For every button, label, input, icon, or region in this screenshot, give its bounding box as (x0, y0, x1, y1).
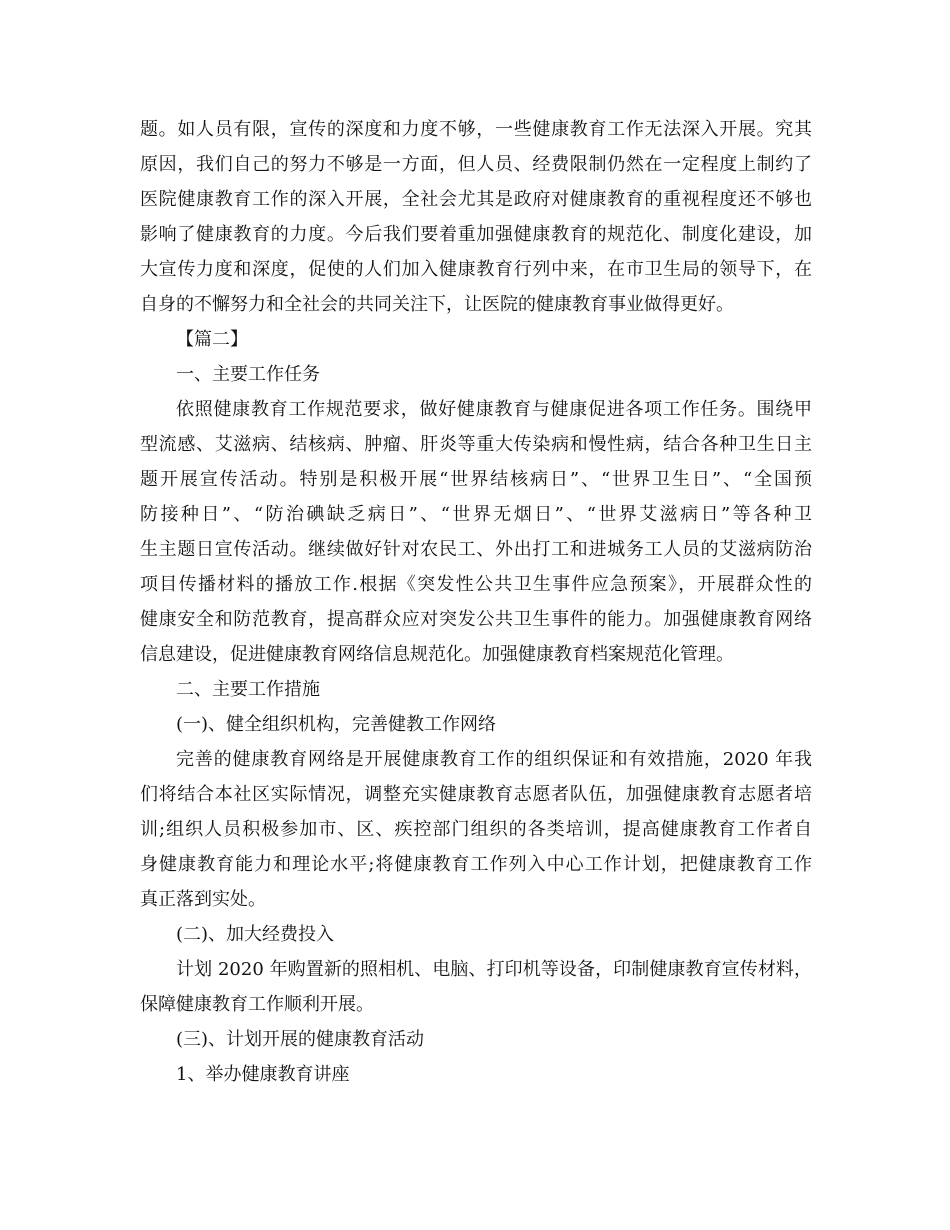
section-heading: 一、主要工作任务 (176, 364, 320, 385)
paragraph-line: 原因，我们自己的努力不够是一方面，但人员、经费限制仍然在一定程度上制约了 (140, 154, 812, 175)
paragraph-line: 训;组织人员积极参加市、区、疾控部门组织的各类培训，提高健康教育工作者自 (140, 819, 812, 840)
paragraph-line: 影响了健康教育的力度。今后我们要着重加强健康教育的规范化、制度化建设，加 (140, 224, 812, 245)
paragraph-line: 题开展宣传活动。特别是积极开展“世界结核病日”、“世界卫生日”、“全国预 (140, 469, 812, 490)
paragraph-line: 大宣传力度和深度，促使的人们加入健康教育行列中来，在市卫生局的领导下，在 (140, 259, 812, 280)
list-item: 1、举办健康教育讲座 (176, 1064, 350, 1085)
paragraph-line: 防接种日”、“防治碘缺乏病日”、“世界无烟日”、“世界艾滋病日”等各种卫 (140, 504, 812, 525)
paragraph-line: 医院健康教育工作的深入开展，全社会尤其是政府对健康教育的重视程度还不够也 (140, 189, 812, 210)
paragraph-line: 真正落到实处。 (140, 889, 266, 910)
subsection-heading: (三)、计划开展的健康教育活动 (176, 1029, 425, 1050)
paragraph-line: 项目传播材料的播放工作.根据《突发性公共卫生事件应急预案》，开展群众性的 (140, 574, 812, 595)
paragraph-line: 完善的健康教育网络是开展健康教育工作的组织保证和有效措施，2020 年我 (176, 749, 812, 770)
paragraph-line: 自身的不懈努力和全社会的共同关注下，让医院的健康教育事业做得更好。 (140, 294, 734, 315)
section-heading: 【篇二】 (176, 329, 248, 350)
section-heading: 二、主要工作措施 (176, 679, 320, 700)
paragraph-line: 健康安全和防范教育，提高群众应对突发公共卫生事件的能力。加强健康教育网络 (140, 609, 812, 630)
paragraph-line: 保障健康教育工作顺利开展。 (140, 994, 374, 1015)
paragraph-line: 信息建设，促进健康教育网络信息规范化。加强健康教育档案规范化管理。 (140, 644, 734, 665)
paragraph-line: 计划 2020 年购置新的照相机、电脑、打印机等设备，印制健康教育宣传材料， (176, 959, 812, 980)
paragraph-line: 身健康教育能力和理论水平;将健康教育工作列入中心工作计划，把健康教育工作 (140, 854, 812, 875)
paragraph-line: 们将结合本社区实际情况，调整充实健康教育志愿者队伍，加强健康教育志愿者培 (140, 784, 812, 805)
paragraph-line: 题。如人员有限，宣传的深度和力度不够，一些健康教育工作无法深入开展。究其 (140, 119, 812, 140)
subsection-heading: (一)、健全组织机构，完善健教工作网络 (176, 714, 497, 735)
subsection-heading: (二)、加大经费投入 (176, 924, 335, 945)
paragraph-line: 生主题日宣传活动。继续做好针对农民工、外出打工和进城务工人员的艾滋病防治 (140, 539, 812, 560)
paragraph-line: 型流感、艾滋病、结核病、肿瘤、肝炎等重大传染病和慢性病，结合各种卫生日主 (140, 434, 812, 455)
paragraph-line: 依照健康教育工作规范要求，做好健康教育与健康促进各项工作任务。围绕甲 (176, 399, 812, 420)
